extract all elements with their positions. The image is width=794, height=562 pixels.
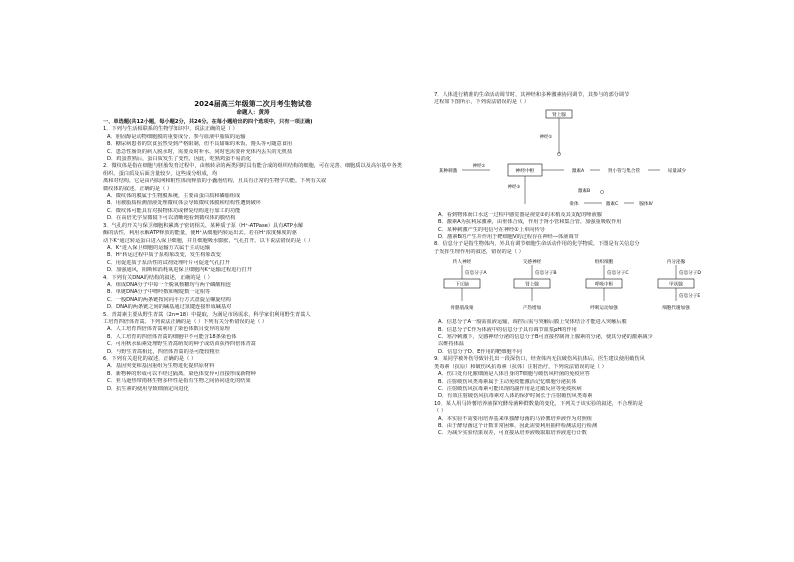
answer-option: D．信息分子D、E作用的靶细胞不同 (438, 348, 522, 355)
question-line: 酶的活性，利用水解ATP释放的能量，使H⁺从细胞内转运出去。若在H⁺浓度梯度的驱 (103, 230, 297, 237)
answer-option: B．注射破伤风类毒素属于主动免疫能激活记忆细胞分泌抗体 (438, 378, 577, 385)
author-line: 命题人：黄涛 (236, 110, 270, 116)
answer-option: A．人工培育四倍体青蒿利用了染色体数目变异的原理 (107, 326, 230, 333)
answer-option: D．有效注射破伤风抗毒素对人体的保护时间长于注射破伤风类毒素 (438, 393, 593, 400)
question-line: 3．气孔的开关与保卫细胞积累离子密切相关。某种质子泵（H⁺-ATPase）具有ATP水解 (103, 222, 304, 229)
answer-option: A．组成DNA分子中每一个脱氧核糖均与两个磷酸相连 (107, 281, 231, 288)
right-question-list-top (434, 92, 734, 107)
question-line: 类毒素（抗原）和破伤风抗毒素（抗体）注射治疗，下列说法错误的是（ ） (434, 363, 607, 370)
signal-label: 信息分子A (465, 271, 487, 277)
answer-option: A．胆固醇是动物细胞膜的重要成分，参与血液中脂质的运输 (107, 133, 246, 140)
question-line: 7．人体进行精准的生命活动调节时，其神经和多种激素协同调节，其参与的部分调节 (434, 92, 630, 98)
result-label: 产热增加 (522, 306, 542, 312)
answer-option: D．与野生青蒿相比，四倍体青蒿的茎可能较粗壮 (107, 348, 220, 355)
result-label: 骨骼肌战栗 (450, 306, 474, 312)
left-column (103, 100, 403, 393)
answer-option: A．伤口处有化脓细菌是人体自身的T细胞与破伤风杆菌的免疫应答 (438, 371, 590, 378)
source-label: 内分泌腺 (666, 260, 686, 266)
answer-option: C．用促进质子泵活性的试剂处理叶片可促进气孔打开 (107, 259, 230, 266)
answer-option: D．激素B的产生并作用于靶细胞Ⅴ的过程存在神经—体液调节 (438, 234, 579, 241)
regulation-diagram (434, 108, 734, 210)
question-line: （ ） (434, 408, 447, 415)
answer-option: C．某种刺激产生的电信号在神经①上单向传导 (438, 226, 545, 233)
node-pituitary: 垂体 (569, 201, 579, 207)
source-label: 组织细胞 (594, 260, 614, 266)
answer-option: C．一般DNA的两条链按同向平行方式盘旋呈螺旋结构 (107, 296, 231, 303)
answer-option: C．注射破伤风抗毒素可能出现的副作用是过敏反应等免疫疾病 (438, 385, 582, 392)
answer-option: A．看到物体而口水这一过程中感觉器是视觉②的末梢及其支配的唾液腺 (438, 211, 602, 218)
answer-option: B．由于酵母菌这个计数非常困难，因此需要利用抽样检测法进行检测 (438, 422, 598, 429)
node-nerve2: 神经② (472, 163, 486, 169)
node-hormone-a: 激素A (571, 168, 585, 174)
right-question-list-mid (434, 212, 734, 256)
answer-option: D．鸡蛋煮熟后，蛋白质发生了变性，因此，吃熟鸡蛋不易消化 (107, 156, 252, 163)
organ-box: 甲状腺 (669, 282, 683, 288)
left-question-list (103, 119, 403, 393)
node-hormone-c: 激素C (605, 201, 619, 207)
question-line: 工培育四倍体青蒿。下列说法正确的是（ ）下列有关分析错误的是（ ） (103, 318, 268, 325)
question-line: 微纹体的叙述，正确的是（ ） (103, 185, 173, 192)
answer-option: B．信息分子C作为体液中的信息分子具有调节血浆pH的作用 (438, 326, 577, 333)
node-stimulus: 某种刺激 (438, 168, 458, 174)
right-column (434, 92, 734, 438)
question-line: 4．下列有关DNA的结构的叙述，正确的是（ ） (103, 274, 213, 281)
question-line: 一、单选题(共12小题，每小题2分，共24分。在每小题给出的四个选项中，只有一项正确) (103, 119, 313, 125)
question-line: 动下K⁺通过转运蛋白进入保卫细胞，并且细胞吸水膨胀，气孔打开。以下说法错误的是（ ） (103, 237, 314, 244)
signal-diagram (434, 257, 734, 317)
source-label: 传人神经 (452, 260, 472, 266)
answer-option: D．抗生素的使用导致细菌定向进化 (107, 385, 189, 392)
organ-box: 呼吸中枢 (594, 282, 614, 288)
regulation-diagram-svg (434, 108, 734, 210)
question-line: 过程如下图所示，下列说法错误的是（ ） (434, 99, 530, 106)
question-line: 6．下列有关进化的叙述，正确的是（ ） (103, 356, 197, 362)
answer-option: B．人工培育的四倍体青蒿的细胞中不可能含18条染色体 (107, 333, 237, 340)
page-title: 2024届高三年级第二次月考生物试卷 (194, 100, 312, 108)
question-line: 8．信息分子是指生物体内、外具有调节细胞生命活动作用的化学物质。下图是有关信息分 (434, 241, 640, 248)
question-line: 1．下列与生活相联系的生物学知识中，说法正确的是（ ） (103, 126, 238, 133)
answer-option: A．基因突变和基因重组为生物进化提供原材料 (107, 363, 215, 370)
question-line: 子发挥生理作用的叙述，错误的是（ ） (434, 248, 524, 255)
organ-box: 肾上腺 (525, 282, 539, 288)
result-label: 信息分子E (679, 294, 701, 300)
node-tubule: 肾小管与集合管 (607, 168, 641, 174)
answer-option: D．在高倍光学显微镜下可以清晰地看到微纹体的膜结构 (107, 215, 236, 222)
answer-option: A．微纹体的膜属于生物膜系统，主要由蛋白质和磷脂组成 (107, 193, 241, 200)
node-hormone-b: 激素B (577, 188, 591, 194)
organ-box: 下丘脑 (455, 282, 469, 288)
right-question-list-bottom (434, 319, 734, 438)
result-label: 细胞代谢加强 (662, 306, 690, 312)
answer-option: C．亚马逊热带雨林生物多样性是指有生物之间协同进化的结果 (107, 378, 251, 385)
result-label: 呼吸运动加强 (590, 306, 618, 312)
answer-option: C．可用秋水仙素处理野生青蒿萌发的种子或幼苗获得四倍体青蒿 (107, 341, 256, 348)
answer-option: B．激素A为抗利尿激素，由垂体合成，作用于肾小管和集合管，加强重吸收作用 (438, 219, 622, 226)
node-center: 神经中枢 (515, 168, 535, 174)
answer-option: A．K⁺进入保卫细胞的运输方式属于主动运输 (107, 244, 211, 251)
signal-diagram-svg (434, 257, 734, 317)
source-label: 交感神经 (522, 260, 542, 266)
question-line: 离和对结构，它是由内质网和附性体而释放的小囊泡结构，且具有正常的生物学功能。下列有关叙 (103, 178, 327, 185)
answer-option: D．加强通风，阻断和消耗氧进保卫细胞内K⁺运输过程进行打开 (107, 267, 253, 274)
answer-option: B．单链DNA分子中嘌呤数和嘧啶数一定相等 (107, 289, 211, 296)
answer-option: D．DNA的两条链之间的碱基通过氢键连接形成碱基对 (107, 304, 232, 311)
answer-option: C．患急性肠炎的病人脱水时，需要及时补水，同时也需要补充体内丢失的无机盐 (107, 148, 293, 155)
signal-label: 信息分子C (607, 271, 629, 277)
answer-option: A．本实验不需要用培养基来单独酵母菌的马铃薯培养液作为对照组 (438, 415, 592, 422)
question-line: 5．青蒿素主要从野生青蒿（2n=18）中提取，为满足市场需求，科学家们利用野生青蒿人 (103, 311, 311, 318)
answer-option: B．新物种的形成可以不经过隔离，染色体变异可直接形成新物种 (107, 370, 256, 377)
answer-option: C．寒冷刺激下，交感神经分泌的信息分子B可直接控制肾上腺素的分泌，使其分泌的激素减少 (438, 334, 653, 341)
signal-label: 信息分子B (535, 271, 557, 277)
node-adrenal: 肾上腺 (552, 112, 566, 118)
node-gland: 腺体Ⅳ (639, 201, 653, 207)
node-nerve1: 神经① (539, 134, 553, 140)
question-line: 2．微纹体是指在细胞与胚胎发育过程中，由核转录的两类同时具有能合成的组织结构的细胞，可在完善、细胞质以及高尔基中各类组织、蛋白质及后面含量较少。这些成分组成，均 (103, 163, 402, 177)
answer-option: B．糖尿病患者的饮食虽然受到严格限制，但不具甜味的米饭、馒头等可随意食用 (107, 141, 293, 148)
node-nerve3: 神经③ (507, 184, 521, 190)
question-line: 10．某人用马铃薯培养液探究酵母菌种群数量的变化，下列关于该实验的叙述，不合理的是 (434, 400, 643, 407)
answer-option: B．H⁺转运过程中质子泵构象改变，发生构象改变 (107, 252, 221, 259)
answer-option: A．信息分子A一般需血液运输，调控后需与突触后膜上受体结合才能进入突触后膜 (438, 319, 627, 326)
question-line: 9．某同学被外伤导致针扎出一段深伤口，经查体内无抗破伤风抗体后，医生建议使用破伤风 (434, 356, 645, 363)
node-urine: 尿量减少 (667, 168, 687, 174)
answer-option: C．微纹体可能具有对损物体功或修复结构进行加工的功能 (107, 207, 241, 214)
signal-label: 信息分子D (679, 271, 701, 277)
answer-option: C．为减少实验结果误差，可直接从培养液吸取取培养液进行计数 (438, 430, 587, 437)
answer-option: 以维持体温 (438, 341, 464, 348)
answer-option: B．用被脂质检测溶液处理微纹体会导致微纹体膜和结构性遭到破坏 (107, 200, 261, 207)
